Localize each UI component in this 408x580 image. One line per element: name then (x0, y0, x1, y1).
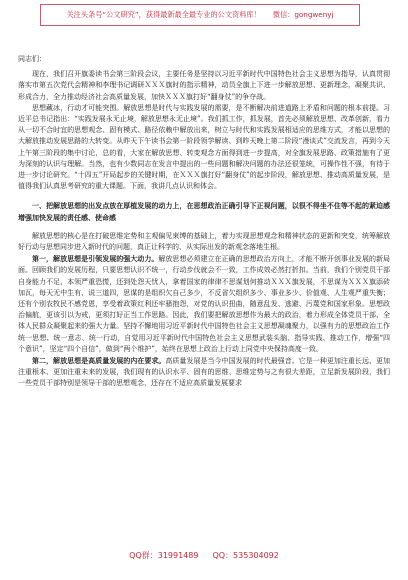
qq-group: QQ群：31991489 (129, 551, 199, 560)
paragraph-point-2 (18, 355, 390, 390)
point-2-text: 高质量发展是当今中国发展的时代最强音。它是一种更加注重长远、更加注重根本、更加注重未来的发展，我们现有的认识水平、固有的思维、思维定势与之有很大差距，立足新发展阶段，我们一些党员干部特别是领导干部的思想观念，还存在不适应高质量发展要求 (18, 357, 391, 388)
banner-text: 关注头条号“公文研究”，获得最新最全最专业的公文资料库！ (66, 10, 261, 19)
section-heading-1: 一、把解放思想的出发点放在厚植发展的动力上，在思想政治正确引导下正视问题，以很不得坐不住等不起的紧迫感增强加快发展的责任感、使命感 (18, 201, 390, 222)
paragraph-core: 解放思想的核心是在打破思维定势和主观偏见束缚的基础上，着力实现思想观念和精神状态的更新和突变，统筹解放好行动与思想同步进入新时代的问题，真正让科学的、从实际出发的新观念落地生根。 (18, 231, 390, 252)
point-2-label: 第二，解放思想是高质量发展的内在要求。 (32, 356, 166, 366)
point-1-label: 第一，解放思想是引领发展的强大动力。 (32, 254, 159, 264)
salutation: 同志们： (18, 55, 46, 63)
qq-number: QQ：535304092 (212, 551, 279, 560)
document-body (18, 54, 390, 390)
paragraph-emancipation: 思想藏冰，行动才可能突围。解放思想是时代与实践发展的需要，是不断解决前进道路上矛盾和问题的根本前提。习近平总书记指出：“实践发展永无止境，解放思想永无止境”。我们抓工作，抓发展，首先必须解放思想、改革创新，看力从一切不合时宜的思想观念、固有模式、路径依赖中解放出来，树立与时代和实践发展相适应的思维方式，才能以思想的大解放推动发展思路的大转变。从昨天下午读书会第一阶段领学解读、到昨天晚上第二阶段“漫谈式”交流发言，再到今天上午第三阶段的集中讨论，总的看，大家在解放思想、转变观念方面得到进一步提高，对全旗发展思路、政策措施有了更为深刻的认识与理解。当然，也有少数同志在发言中提出的一些问题和解决问题的办法还很笼统，可操作性不强，有待于进一步讨论研究。“十四五”开局起步的关键时期，在ＸＸＸ旗打好“翻身仗”的起步阶段，解放思想、推动高质量发展，是值得我们认真思考研究的重大课题。下面，我讲几点认识和体会。 (18, 103, 390, 191)
point-1-text: 解放思想必须建立在正确的思想政治方向上，才能不断开创事业发展的新局面。回顾我们的发展历程，只要思想认识不统一，行动步伐就会不一致，工作成效必然打折扣。当前，我们个别党员干部自身能力不足，本领严重恐慌，还到处怨天忧人，拿着国家的律律不思谋划何推动ＸＸＸ旗发展，不思谋为ＸＸＸ旗添砖加瓦，每天无中生有、说三道四，思谋的是组织欠自己多少，不反省欠组织多少、事业多少、价值观、人生观严重失衡；还有个别农牧民不感党恩，享受着政策红利还牢骚抱怨，对党的认识扭曲，随意乱发、逃避、污蔑党和国家形象。思想政治偏航，更该引以为戒，更须打好正当工作思路。因此，我们要把解放思想作为最大的政治，着力形成全体党员干部、全体人民群众凝聚起来的强大力量。坚持不懈地用习近平新时代中国特色社会主义思想凝魂聚力，以强有力的思想政治工作统一思想、统一意志、统一行动，自觉用习近平新时代中国特色社会主义思想武装头脑、指导实践、推动工作，增强“四个意识”，坚定“四个自信”，做到“两个维护”，始终在思想上政治上行动上同党中央保持高度一致。 (18, 255, 390, 353)
paragraph-point-1 (18, 253, 390, 355)
paragraph-intro: 现在，我们召开旗委读书会第三阶段会议，主要任务是坚持以习近平新时代中国特色社会主义思想为指导，认真贯彻落实市第五次党代会精神和李理书记调研ＸＸＸ旗时的指示精神，动员全旗上下进一步解放思想、更新理念，凝聚共识、形成合力，全力推动经济社会高质量发展，加快ＸＸＸ旗打好“翻身仗”的争夺战。 (18, 70, 390, 101)
footer-contact (0, 550, 408, 561)
wechat-id: 微信：gongwenyj (272, 10, 334, 19)
top-banner (40, 4, 360, 26)
